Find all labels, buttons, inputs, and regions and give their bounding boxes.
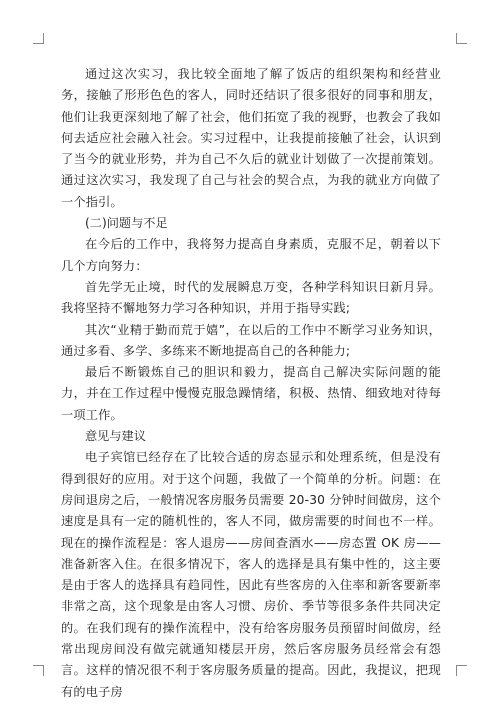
paragraph-internship-summary: 通过这次实习，我比较全面地了解了饭店的组织架构和经营业务，接触了形形色色的客人，同时还结识了很多很好的同事和朋友，他们让我更深刻地了解了社会，他们拓宽了我的视野，也教会了我如何去适应社会融入社会。实习过程中，让我提前接触了社会，认识到了当今的就业形势，并为自己不久后的就业计划做了一次提前策划。通过这次实习，我发现了自己与社会的契合点，为我的就业方向做了一个指引。: [61, 67, 441, 209]
crop-mark-bottom-right: [456, 665, 467, 676]
paragraph-future-direction: 在今后的工作中，我将努力提高自身素质，克服不足，朝着以下几个方向努力：: [61, 237, 441, 273]
section-heading-problems: (二)问题与不足: [85, 216, 168, 231]
crop-mark-top-right: [456, 33, 467, 44]
paragraph-second-point: 其次“业精于勤而荒于嬉”，在以后的工作中不断学习业务知识，通过多看、多学、多练来不断地提高自己的各种能力;: [61, 322, 441, 358]
document-body: [61, 64, 441, 703]
crop-mark-bottom-left: [33, 665, 44, 676]
paragraph-suggestion-detail: 电子宾馆已经存在了比较合适的房态显示和处理系统，但是没有得到很好的应用。对于这个问题，我做了一个简单的分析。问题：在房间退房之后，一般情况客房服务员需要 20-30 分钟时间做房，这个速度是具有一定的随机性的，客人不同，做房需要的时间也不一样。现在的操作流程是：客人退房——房间查酒水——房态置 OK 房——准备新客入住。在很多情况下，客人的选择是具有集中性的，这主要是由于客人的选择具有趋同性，因此有些客房的入住率和新客要新率非常之高，这个现象是由客人习惯、房价、季节等很多条件共同决定的。在我们现有的操作流程中，没有给客房服务员预留时间做房，经常出现房间没有做完就通知楼层开房，然后客房服务员经常会有怨言。这样的情况很不利于客房服务质量的提高。因此，我提议，把现有的电子房: [61, 450, 441, 699]
paragraph-last-point: 最后不断锻炼自己的胆识和毅力，提高自己解决实际问题的能力，并在工作过程中慢慢克服急躁情绪，积极、热情、细致地对待每一项工作。: [61, 365, 441, 422]
paragraph-first-point: 首先学无止境，时代的发展瞬息万变，各种学科知识日新月异。我将坚持不懈地努力学习各种知识，并用于指导实践;: [61, 279, 441, 316]
section-heading-suggestions: 意见与建议: [85, 429, 146, 444]
crop-mark-top-left: [33, 33, 44, 44]
